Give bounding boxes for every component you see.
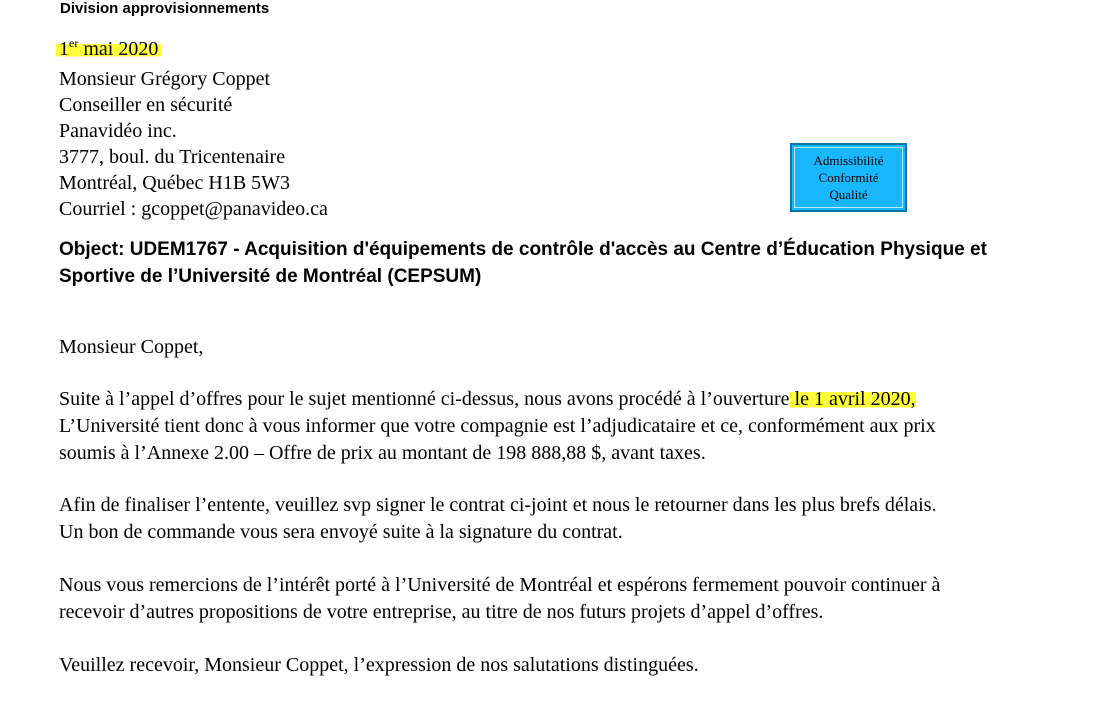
stamp-line-admissibilite: Admissibilité xyxy=(813,153,884,168)
recipient-city: Montréal, Québec H1B 5W3 xyxy=(59,172,291,194)
date-day: 1 xyxy=(59,38,69,60)
date-ordinal: er xyxy=(69,36,79,50)
subject-line-1: Object: UDEM1767 - Acquisition d'équipements de contrôle d'accès au Centre d’Éducation Physique et xyxy=(59,239,987,260)
closing-line: Veuillez recevoir, Monsieur Coppet, l’expression de nos salutations distinguées. xyxy=(59,654,699,676)
paragraph-thanks xyxy=(59,572,1094,626)
award-line-1: Suite à l’appel d’offres pour le sujet mentionné ci-dessus, nous avons procédé à l’ouverture xyxy=(59,388,790,410)
award-line-3: soumis à l’Annexe 2.00 – Offre de prix au montant de 198 888,88 $, avant taxes. xyxy=(59,442,706,464)
salutation: Monsieur Coppet, xyxy=(59,336,204,358)
thanks-line-2: recevoir d’autres propositions de votre entreprise, au titre de nos futurs projets d’appel d’offres. xyxy=(59,601,824,623)
recipient-name: Monsieur Grégory Coppet xyxy=(59,68,271,90)
paragraph-award xyxy=(59,386,1094,467)
stamp-line-qualite: Qualité xyxy=(829,187,868,202)
subject-heading xyxy=(59,236,1094,290)
opening-date-highlight: le 1 avril 2020, xyxy=(789,388,916,410)
evaluation-stamp xyxy=(790,143,907,212)
contract-line-1: Afin de finaliser l’entente, veuillez svp signer le contrat ci-joint et nous le retourner dans les plus brefs délais. xyxy=(59,494,937,516)
award-line-2: L’Université tient donc à vous informer que votre compagnie est l’adjudicataire et ce, conformément aux prix xyxy=(59,415,936,437)
stamp-line-conformite: Conformité xyxy=(818,170,879,185)
letter-date xyxy=(56,37,161,61)
subject-line-2: Sportive de l’Université de Montréal (CEPSUM) xyxy=(59,266,482,287)
date-rest: mai 2020 xyxy=(78,38,159,60)
contract-line-2: Un bon de commande vous sera envoyé suite à la signature du contrat. xyxy=(59,521,623,543)
recipient-address xyxy=(59,66,328,222)
thanks-line-1: Nous vous remercions de l’intérêt porté à l’Université de Montréal et espérons fermement pouvoir continuer à xyxy=(59,574,941,596)
paragraph-contract xyxy=(59,492,1094,546)
recipient-company: Panavidéo inc. xyxy=(59,120,177,142)
recipient-email: Courriel : gcoppet@panavideo.ca xyxy=(59,198,328,220)
recipient-street: 3777, boul. du Tricentenaire xyxy=(59,146,286,168)
recipient-title: Conseiller en sécurité xyxy=(59,94,233,116)
division-header: Division approvisionnements xyxy=(60,0,270,17)
